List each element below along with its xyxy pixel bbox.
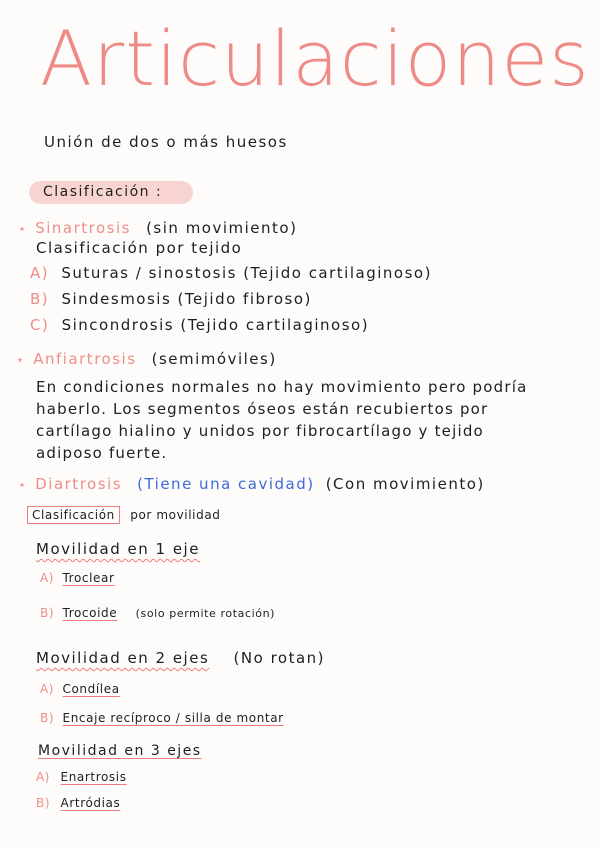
group-2-heading: Movilidad en 2 ejes xyxy=(36,649,210,667)
clasificacion-heading: Clasificación : xyxy=(43,184,163,200)
group-3-heading xyxy=(38,743,202,759)
star-bullet-icon: ⋆ xyxy=(18,478,27,493)
boxed-label: Clasificación xyxy=(27,506,120,524)
diartrosis-classification xyxy=(27,508,221,522)
anfiartrosis-section xyxy=(16,349,277,368)
page-title: Articulaciones xyxy=(40,14,590,103)
group-2-heading-row xyxy=(36,649,325,667)
group-1-item-b xyxy=(40,606,275,620)
group-2-item-b xyxy=(40,711,284,725)
item-text: Sincondrosis (Tejido cartilaginoso) xyxy=(61,316,370,334)
item-letter: B) xyxy=(30,290,50,308)
item-letter: A) xyxy=(40,682,55,696)
definition-text: Unión de dos o más huesos xyxy=(44,133,288,151)
diartrosis-note: (Con movimiento) xyxy=(325,475,485,493)
item-text: Artródias xyxy=(60,796,121,810)
group-1-item-a xyxy=(40,571,115,585)
item-text: Sindesmosis (Tejido fibroso) xyxy=(61,290,312,308)
diartrosis-blue-note: (Tiene una cavidad) xyxy=(137,475,315,493)
sinartrosis-section xyxy=(18,218,297,237)
item-letter: A) xyxy=(40,571,55,585)
item-letter: C) xyxy=(30,316,50,334)
item-text: Troclear xyxy=(62,571,115,585)
anfiartrosis-name: Anfiartrosis xyxy=(33,350,137,368)
diartrosis-name: Diartrosis xyxy=(35,475,123,493)
group-3-item-a xyxy=(36,770,127,784)
item-letter: A) xyxy=(30,264,50,282)
diartrosis-section xyxy=(18,474,485,493)
sinartrosis-item-c xyxy=(30,316,369,334)
item-letter: A) xyxy=(36,770,51,784)
item-text: Condílea xyxy=(62,682,120,696)
group-2-item-a xyxy=(40,682,120,696)
group-2-extra: (No rotan) xyxy=(233,649,326,667)
star-bullet-icon: ⋆ xyxy=(16,353,25,368)
item-text: Enartrosis xyxy=(60,770,127,784)
star-bullet-icon: ⋆ xyxy=(18,222,27,237)
item-text: Encaje recíproco / silla de montar xyxy=(62,711,284,725)
sinartrosis-name: Sinartrosis xyxy=(35,219,131,237)
sinartrosis-item-b xyxy=(30,290,312,308)
boxed-suffix: por movilidad xyxy=(130,508,221,522)
item-letter: B) xyxy=(40,606,55,620)
anfiartrosis-paragraph: En condiciones normales no hay movimiento pero podría haberlo. Los segmentos óseos están recubiertos por cartílago hialino y unidos por fibrocartílago y tejido adiposo fuerte. xyxy=(36,378,528,462)
item-letter: B) xyxy=(40,711,55,725)
sinartrosis-subheading: Clasificación por tejido xyxy=(36,239,243,257)
group-3-item-b xyxy=(36,796,120,810)
sinartrosis-note: (sin movimiento) xyxy=(146,219,298,237)
item-text: Trocoide xyxy=(62,606,118,620)
group-3-heading-text: Movilidad en 3 ejes xyxy=(38,743,202,759)
item-extra: (solo permite rotación) xyxy=(135,607,276,620)
group-1-heading: Movilidad en 1 eje xyxy=(36,540,200,558)
sinartrosis-item-a xyxy=(30,264,432,282)
anfiartrosis-note: (semimóviles) xyxy=(151,350,277,368)
item-text: Suturas / sinostosis (Tejido cartilaginoso) xyxy=(61,264,432,282)
item-letter: B) xyxy=(36,796,51,810)
